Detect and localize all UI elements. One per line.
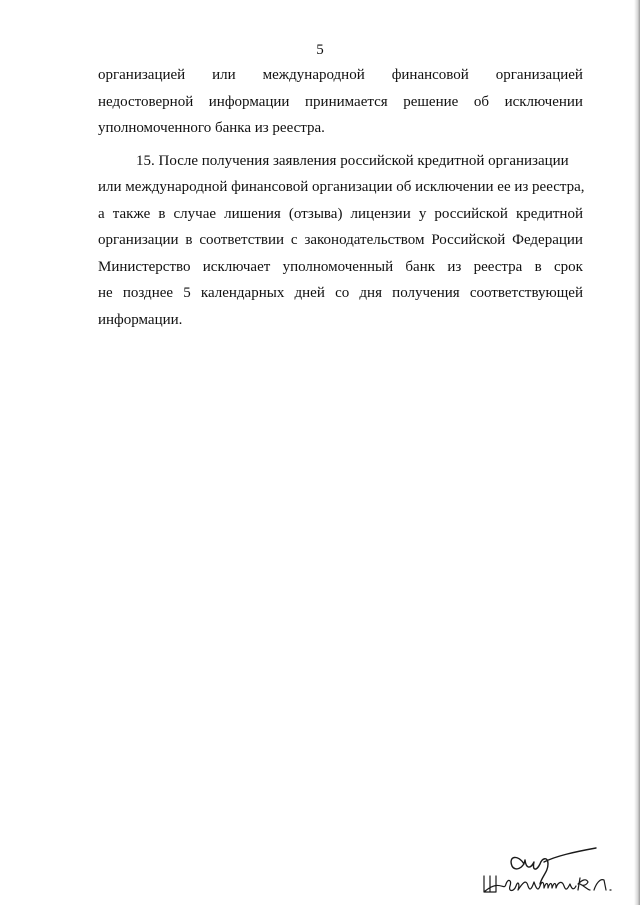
text-line: [98, 254, 583, 281]
word: организации: [98, 232, 179, 248]
text-line: [98, 62, 583, 89]
word: дня: [359, 285, 382, 301]
word: Министерство: [98, 258, 191, 275]
document-body: [98, 62, 583, 333]
word: уполномоченный: [282, 258, 394, 275]
handwritten-signature: [478, 842, 618, 898]
word: срок: [554, 258, 583, 275]
word: в: [158, 205, 166, 222]
word: из: [447, 258, 462, 275]
word: финансовой: [391, 67, 469, 83]
word: не: [98, 285, 113, 301]
page-number: 5: [316, 42, 324, 58]
word: со: [335, 285, 350, 301]
word: у: [418, 205, 427, 222]
text-line: [98, 201, 583, 228]
text-line: [98, 227, 583, 254]
word: позднее: [122, 285, 174, 301]
word: исключает: [202, 258, 271, 275]
text-line: [98, 89, 583, 116]
text-line: или международной финансовой организации об исключении ее из реестра,: [98, 179, 585, 195]
word: календарных: [200, 285, 285, 301]
word: Федерации: [512, 232, 583, 248]
word: в: [534, 258, 542, 275]
word: кредитной: [515, 205, 583, 222]
word: или: [212, 67, 236, 83]
word: информации: [208, 93, 290, 110]
word: также: [112, 205, 151, 222]
word: решение: [403, 93, 459, 110]
text-line: уполномоченного банка из реестра.: [98, 120, 325, 136]
word: лицензии: [350, 205, 411, 222]
word: получения: [392, 285, 460, 301]
word: организацией: [495, 67, 583, 83]
word: соответствии: [199, 232, 285, 248]
word: организацией: [98, 67, 186, 83]
word: лишения: [224, 205, 281, 222]
word: а: [98, 205, 105, 222]
word: случае: [173, 205, 217, 222]
word: банк: [405, 258, 436, 275]
text-line: информации.: [98, 311, 183, 328]
word: в: [185, 232, 193, 248]
word: об: [473, 93, 489, 110]
paragraph-15-first-line: 15. После получения заявления российской кредитной организации: [136, 152, 569, 169]
word: с: [290, 232, 298, 248]
word: 5: [183, 285, 191, 301]
word: (отзыва): [288, 205, 343, 222]
word: реестра: [473, 258, 523, 275]
word: принимается: [305, 93, 388, 110]
text-line: [98, 280, 583, 307]
word: исключении: [504, 93, 583, 110]
page-edge-shadow: [634, 0, 640, 905]
word: российской: [434, 205, 508, 222]
word: международной: [262, 67, 365, 83]
word: недостоверной: [98, 93, 194, 110]
word: дней: [294, 285, 325, 301]
word: законодательством: [304, 232, 425, 248]
word: соответствующей: [469, 285, 583, 301]
word: Российской: [431, 232, 506, 248]
